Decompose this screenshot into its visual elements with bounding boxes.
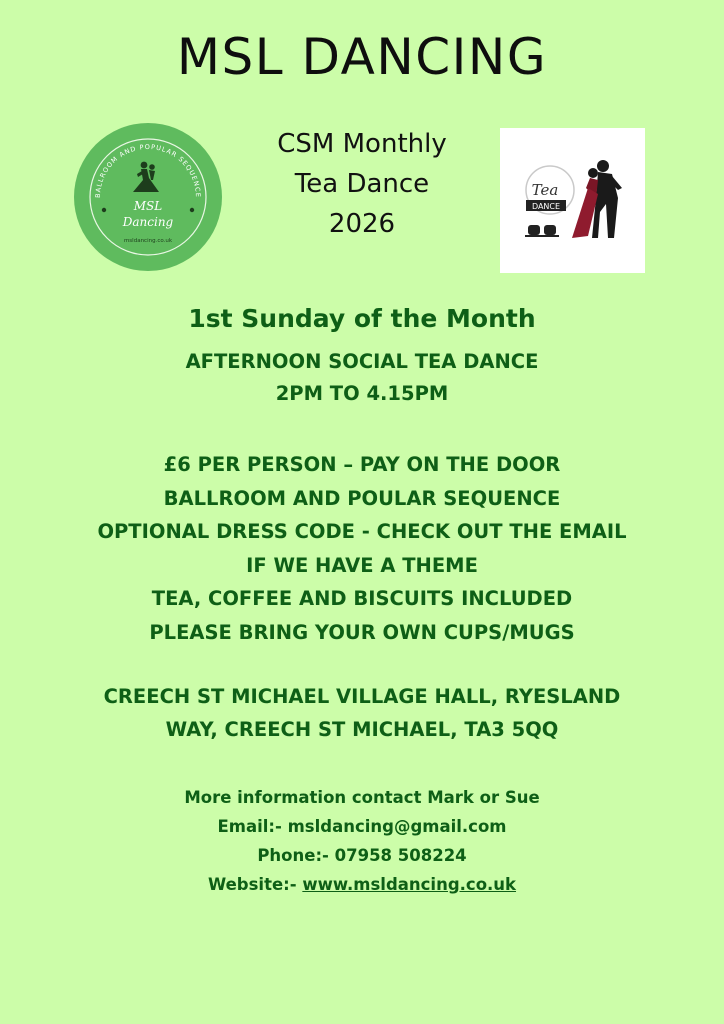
msl-dancing-logo <box>73 122 223 272</box>
contact-intro: More information contact Mark or Sue <box>184 788 540 807</box>
subtitle-line: Tea Dance <box>294 169 430 199</box>
event-type: AFTERNOON SOCIAL TEA DANCE <box>185 350 539 373</box>
subtitle-line: CSM Monthly <box>277 129 447 159</box>
detail-line: PLEASE BRING YOUR OWN CUPS/MUGS <box>149 620 575 644</box>
contact-email: Email:- msldancing@gmail.com <box>217 817 507 836</box>
detail-line: £6 PER PERSON – PAY ON THE DOOR <box>163 453 561 476</box>
website-link[interactable]: www.msldancing.co.uk <box>302 875 517 894</box>
website-label: Website:- <box>207 875 303 894</box>
teacup-icon <box>525 225 559 237</box>
tea-dance-image <box>500 128 645 273</box>
venue-line: CREECH ST MICHAEL VILLAGE HALL, RYESLAND <box>103 685 621 708</box>
detail-line: IF WE HAVE A THEME <box>246 553 478 577</box>
contact-phone: Phone:- 07958 508224 <box>257 846 467 865</box>
tea-image-text: DANCE <box>531 202 561 211</box>
logo-name-line2: Dancing <box>122 215 174 229</box>
detail-line: TEA, COFFEE AND BISCUITS INCLUDED <box>151 587 573 610</box>
contact-info <box>0 783 724 899</box>
event-summary <box>0 346 724 410</box>
detail-line: OPTIONAL DRESS CODE - CHECK OUT THE EMAIL <box>97 520 627 543</box>
poster-title: MSL DANCING <box>176 28 548 86</box>
tea-image-text: Tea <box>531 181 559 199</box>
dancing-couple-icon <box>572 160 622 238</box>
event-headline: 1st Sunday of the Month <box>188 304 536 333</box>
logo-name-line1: MSL <box>133 199 163 213</box>
logo-ring-text: BALLROOM AND POPULAR SEQUENCE <box>93 142 203 199</box>
event-details <box>0 448 724 649</box>
logo-url: msldancing.co.uk <box>123 238 173 244</box>
detail-line: BALLROOM AND POULAR SEQUENCE <box>163 486 561 510</box>
contact-website <box>0 870 724 899</box>
venue-address <box>0 680 724 746</box>
event-time: 2PM TO 4.15PM <box>275 382 449 405</box>
venue-line: WAY, CREECH ST MICHAEL, TA3 5QQ <box>165 718 559 741</box>
event-subtitle <box>230 124 494 244</box>
subtitle-line: 2026 <box>328 209 396 239</box>
